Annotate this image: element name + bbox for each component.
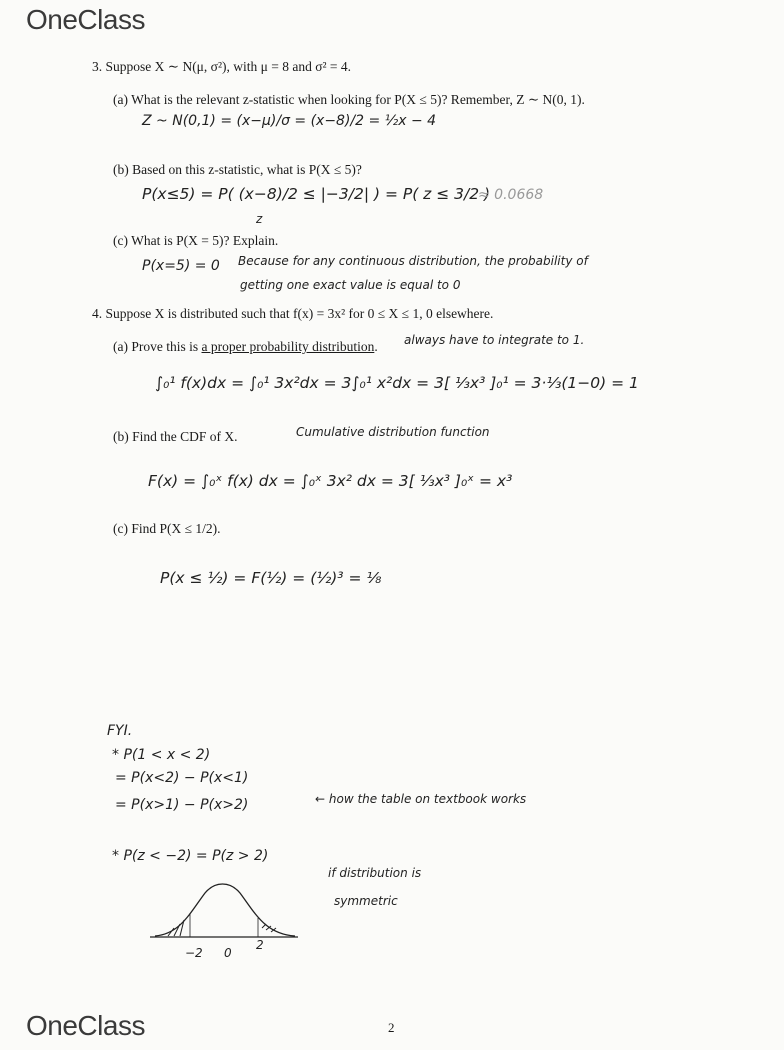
q4a-prompt-post: . [374,339,378,354]
q3b-prompt: (b) Based on this z-statistic, what is P(X ≤ 5)? [113,162,362,177]
q4c-answer: P(x ≤ ½) = F(½) = (½)³ = ⅛ [160,569,382,587]
fyi-line-3-note: ← how the table on textbook works [315,792,527,806]
fyi-note-2: symmetric [334,894,398,908]
q3a-prompt: (a) What is the relevant z-statistic when looking for P(X ≤ 5)? Remember, Z ∼ N(0, 1). [113,92,585,107]
fyi-line-4: * P(z < −2) = P(z > 2) [112,848,269,864]
fyi-line-3: = P(x>1) − P(x>2) [115,797,249,813]
bell-curve [155,884,295,936]
q3b-answer: P(x≤5) = P( (x−8)/2 ≤ |−3/2| ) = P( z ≤ 3/2 ) [142,185,491,203]
q3a-answer: Z ~ N(0,1) = (x−μ)/σ = (x−8)/2 = ½x − 4 [142,113,437,129]
q3c-explanation-2: getting one exact value is equal to 0 [240,278,461,292]
oneclass-logo-top: OneClass [26,4,145,35]
q4-stem: 4. Suppose X is distributed such that f(x) = 3x² for 0 ≤ X ≤ 1, 0 elsewhere. [92,306,494,321]
axis-label-2: 2 [256,938,264,952]
q3b-value: ≈ 0.0668 [478,187,544,203]
fyi-heading: FYI. [107,723,133,739]
q4b-answer: F(x) = ∫₀ˣ f(x) dx = ∫₀ˣ 3x² dx = 3[ ⅓x³ ]₀ˣ = x³ [148,472,513,490]
axis-label-neg2: −2 [185,946,203,960]
q4a-prompt [113,339,378,355]
q4a-prompt-pre: (a) Prove this is [113,339,202,354]
normal-curve-sketch [150,878,300,953]
fyi-note-1: if distribution is [328,866,422,880]
q4b-prompt: (b) Find the CDF of X. [113,429,238,444]
oneclass-logo-bottom: OneClass [26,1010,145,1041]
axis-label-0: 0 [224,946,232,960]
q4c-prompt: (c) Find P(X ≤ 1/2). [113,521,221,536]
q3-stem: 3. Suppose X ∼ N(μ, σ²), with μ = 8 and σ² = 4. [92,59,352,74]
q3c-prompt: (c) What is P(X = 5)? Explain. [113,233,279,248]
q3b-z-label: z [256,212,263,226]
fyi-line-2: = P(x<2) − P(x<1) [115,770,249,786]
q3c-answer: P(x=5) = 0 [142,258,220,274]
fyi-line-1: * P(1 < x < 2) [112,747,211,763]
q4a-prompt-underlined: a proper probability distribution [201,339,375,354]
q4a-note: always have to integrate to 1. [404,333,585,347]
q4a-answer: ∫₀¹ f(x)dx = ∫₀¹ 3x²dx = 3∫₀¹ x²dx = 3[ ⅓x³ ]₀¹ = 3·⅓(1−0) = 1 [155,374,639,392]
q4b-note: Cumulative distribution function [296,425,490,439]
page-number: 2 [388,1020,395,1035]
q3c-explanation-1: Because for any continuous distribution, the probability of [238,254,588,268]
